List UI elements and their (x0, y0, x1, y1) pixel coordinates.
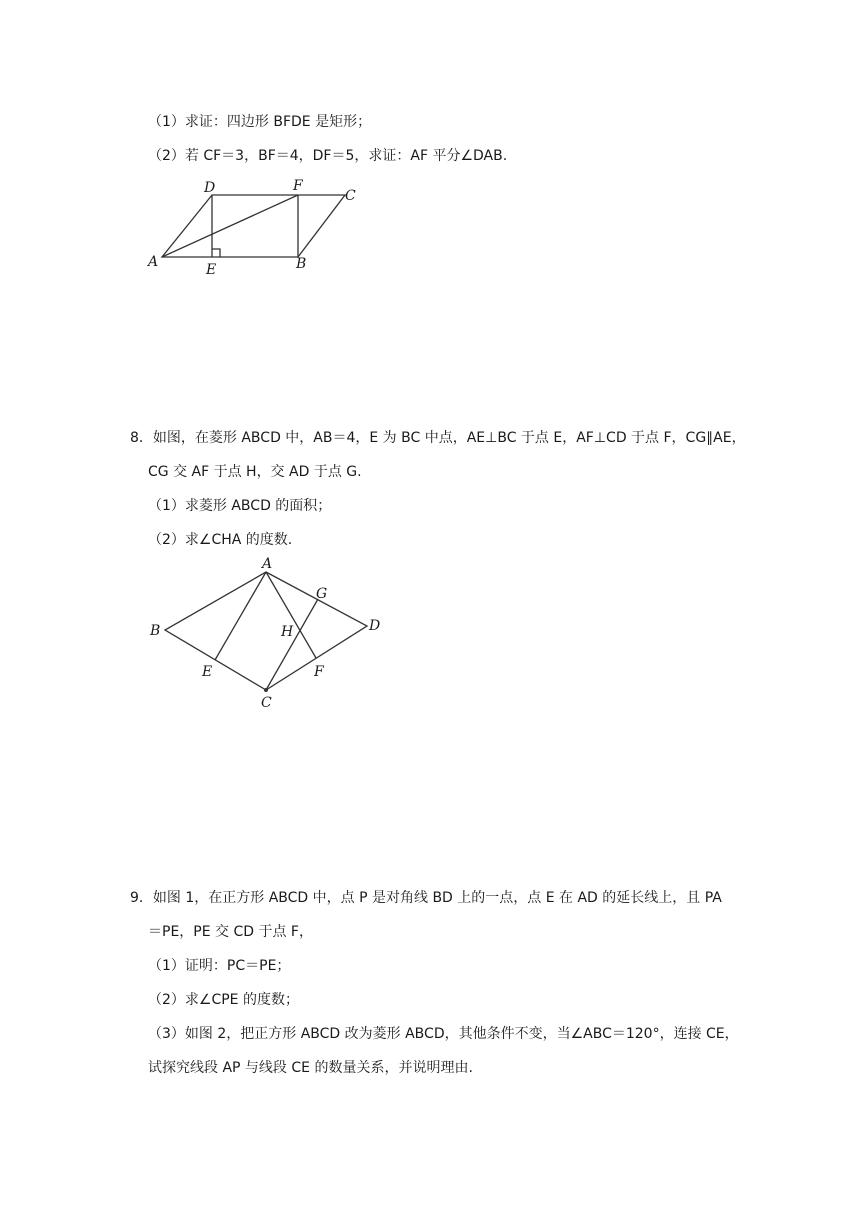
p9-part1: （1）证明：PC＝PE； (148, 958, 291, 974)
p8-figure-rhombus (140, 552, 400, 717)
p8-label-f: F (314, 664, 324, 680)
p7-segment-af (162, 195, 298, 257)
p8-segment-ae (215, 572, 266, 660)
p9-stem-line1: 9．如图 1，在正方形 ABCD 中，点 P 是对角线 BD 上的一点，点 E 在 AD 的延长线上，且 PA (130, 890, 722, 906)
p8-rhombus-abcd (165, 572, 367, 690)
p7-label-a: A (148, 254, 159, 270)
p8-stem-line2: CG 交 AF 于点 H，交 AD 于点 G. (148, 464, 362, 480)
p8-stem-line1: 8．如图，在菱形 ABCD 中，AB＝4，E 为 BC 中点，AE⊥BC 于点 E，AF⊥CD 于点 F，CG∥AE， (130, 430, 746, 446)
p8-segment-cg (266, 599, 318, 690)
p9-stem-line2: ＝PE，PE 交 CD 于点 F， (148, 924, 313, 940)
p7-label-d: D (204, 180, 216, 196)
p7-part2: （2）若 CF＝3，BF＝4，DF＝5，求证：AF 平分∠DAB. (148, 148, 508, 164)
p8-label-e: E (202, 664, 213, 680)
p7-label-f: F (293, 178, 303, 194)
p7-label-b: B (296, 256, 307, 272)
p7-label-e: E (206, 262, 217, 278)
p8-point-c (264, 688, 268, 692)
p7-part1: （1）求证：四边形 BFDE 是矩形； (148, 114, 372, 130)
p7-parallelogram-abcd (162, 195, 345, 257)
p8-label-a: A (262, 556, 273, 572)
p7-label-c: C (345, 188, 356, 204)
p9-part2: （2）求∠CPE 的度数； (148, 992, 299, 1008)
p8-part1: （1）求菱形 ABCD 的面积； (148, 498, 332, 514)
p8-part2: （2）求∠CHA 的度数. (148, 532, 293, 548)
p8-label-b: B (150, 623, 161, 639)
p8-label-d: D (369, 618, 381, 634)
p7-figure-parallelogram (140, 172, 370, 282)
p7-right-angle-mark (212, 249, 220, 257)
p8-label-h: H (281, 624, 294, 640)
p9-part3-line2: 试探究线段 AP 与线段 CE 的数量关系，并说明理由. (148, 1060, 473, 1076)
p9-part3-line1: （3）如图 2，把正方形 ABCD 改为菱形 ABCD，其他条件不变，当∠ABC＝120°，连接 CE， (148, 1026, 739, 1042)
p8-label-g: G (316, 586, 328, 602)
p8-label-c: C (261, 695, 272, 711)
